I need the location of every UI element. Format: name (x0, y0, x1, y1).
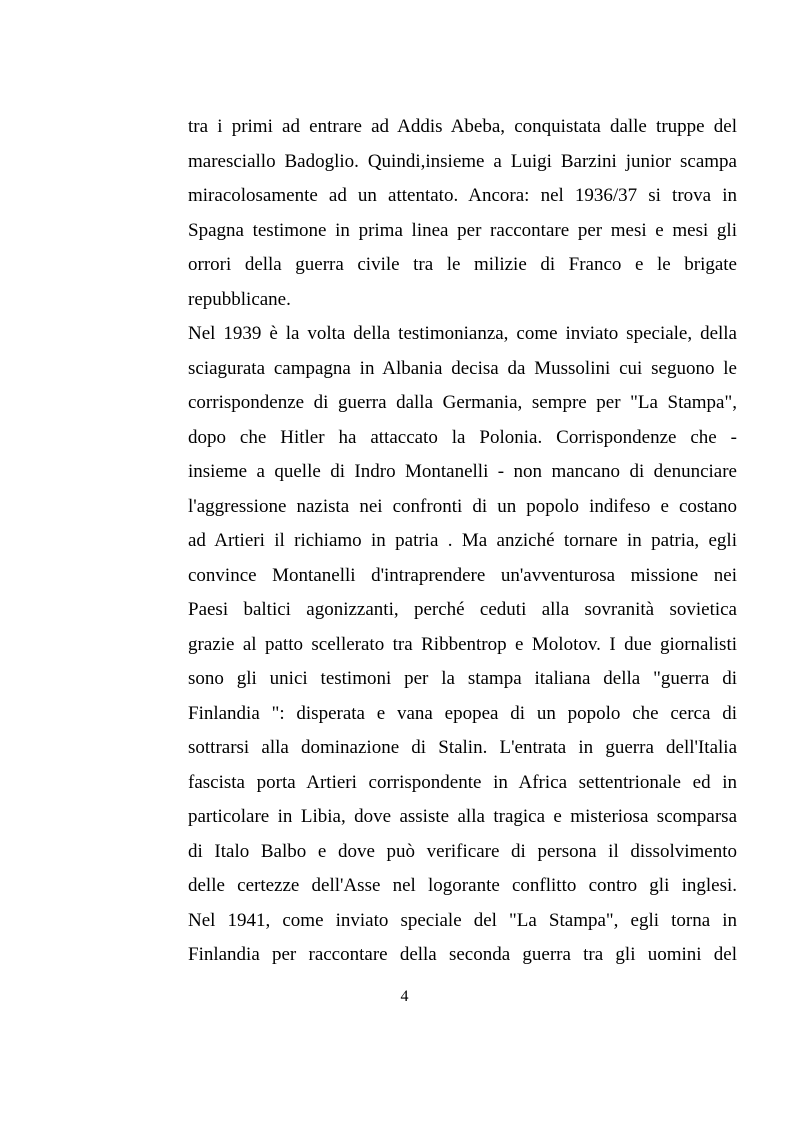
text-line: sono gli unici testimoni per la stampa italiana della "guerra di (188, 668, 737, 689)
text-line: Spagna testimone in prima linea per raccontare per mesi e mesi gli (188, 219, 737, 241)
text-line: convince Montanelli d'intraprendere un'avventurosa missione nei (188, 564, 737, 586)
text-line: sciagurata campagna in Albania decisa da Mussolini cui seguono le (188, 357, 737, 379)
text-line: corrispondenze di guerra dalla Germania, sempre per "La Stampa", (188, 392, 737, 413)
text-line: l'aggressione nazista nei confronti di un popolo indifeso e costano (188, 495, 737, 517)
text-line: maresciallo Badoglio. Quindi,insieme a Luigi Barzini junior scampa (188, 150, 737, 172)
text-line: Paesi baltici agonizzanti, perché ceduti alla sovranità sovietica (188, 599, 737, 620)
text-line: orrori della guerra civile tra le milizie di Franco e le brigate (188, 254, 737, 275)
text-line: Finlandia per raccontare della seconda guerra tra gli uomini del (188, 944, 737, 965)
text-line: fascista porta Artieri corrispondente in Africa settentrionale ed in (188, 771, 737, 793)
body-text (188, 110, 737, 973)
text-line: dopo che Hitler ha attaccato la Polonia. Corrispondenze che - (188, 426, 737, 448)
text-line: Finlandia ": disperata e vana epopea di un popolo che cerca di (188, 702, 737, 724)
page-number: 4 (400, 988, 409, 1005)
text-line: Nel 1941, come inviato speciale del "La Stampa", egli torna in (188, 909, 737, 931)
text-line: Nel 1939 è la volta della testimonianza, come inviato speciale, della (188, 323, 737, 344)
text-line: delle certezze dell'Asse nel logorante conflitto contro gli inglesi. (188, 875, 737, 896)
text-line: particolare in Libia, dove assiste alla tragica e misteriosa scomparsa (188, 806, 737, 827)
text-line: di Italo Balbo e dove può verificare di persona il dissolvimento (188, 840, 737, 862)
text-line: insieme a quelle di Indro Montanelli - non mancano di denunciare (188, 461, 737, 482)
text-line: ad Artieri il richiamo in patria . Ma anziché tornare in patria, egli (188, 530, 737, 551)
text-line: repubblicane. (188, 288, 291, 310)
text-line: grazie al patto scellerato tra Ribbentrop e Molotov. I due giornalisti (188, 633, 737, 655)
text-line: sottrarsi alla dominazione di Stalin. L'entrata in guerra dell'Italia (188, 737, 737, 758)
text-line: miracolosamente ad un attentato. Ancora: nel 1936/37 si trova in (188, 185, 737, 206)
text-line: tra i primi ad entrare ad Addis Abeba, conquistata dalle truppe del (188, 116, 737, 137)
